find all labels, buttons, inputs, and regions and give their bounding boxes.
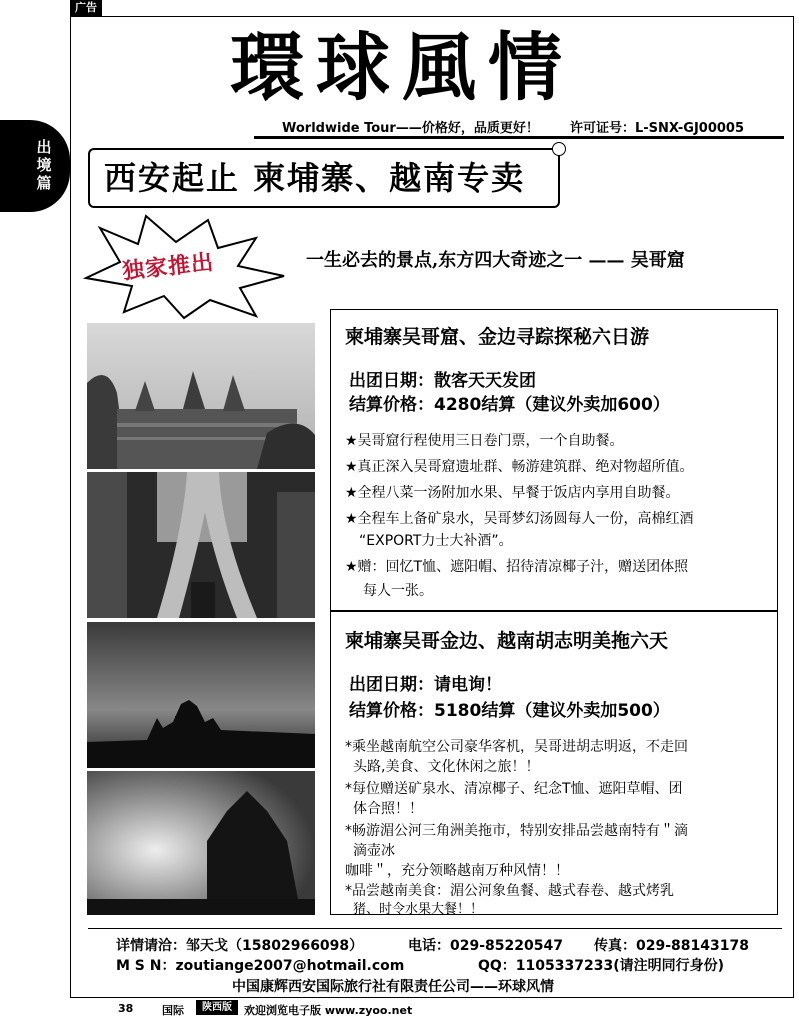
main-title: 環球風情 <box>230 25 574 111</box>
tour1-bullet: ★真正深入吴哥窟遗址群、畅游建筑群、绝对物超所值。 <box>345 459 694 475</box>
contact-divider <box>88 928 782 929</box>
tour1-departure: 出团日期：散客天天发团 <box>349 371 536 391</box>
brand-chip: 陕西版 <box>196 1000 238 1015</box>
contact-qq: QQ：1105337233(请注明同行身份) <box>478 958 725 974</box>
title-rule <box>254 136 784 139</box>
subtitle-slogan: Worldwide Tour——价格好，品质更好！ <box>282 121 539 136</box>
tour2-bullet: 头路,美食、文化休闲之旅！！ <box>353 759 540 775</box>
tour-box-2 <box>330 611 778 915</box>
tour1-title: 柬埔寨吴哥窟、金边寻踪探秘六日游 <box>345 326 650 348</box>
contact-consult: 详情请洽：邹天戈（15802966098） <box>116 938 364 954</box>
sunset-silhouette-photo <box>87 622 315 768</box>
banner: 西安起止 柬埔寨、越南专卖 <box>88 148 560 208</box>
tour1-bullet: ★吴哥窟行程使用三日卷门票，一个自助餐。 <box>345 433 624 449</box>
tour1-bullet: ★全程八菜一汤附加水果、早餐于饭店内享用自助餐。 <box>345 485 680 501</box>
section-label: 出境篇 <box>36 138 52 192</box>
footer-site[interactable]: 欢迎浏览电子版 www.zyoo.net <box>244 1004 413 1017</box>
contact-msn: M S N：zoutiange2007@hotmail.com <box>116 958 405 974</box>
tour2-bullet: *品尝越南美食：湄公河象鱼餐、越式春卷、越式烤乳 <box>345 883 674 899</box>
tour1-price: 结算价格：4280结算（建议外卖加600） <box>349 395 670 415</box>
tour2-bullet: 体合照！！ <box>353 801 423 817</box>
ad-label: 广告 <box>70 0 102 16</box>
contact-phone: 电话：029-85220547 <box>408 938 563 954</box>
banner-curl <box>552 142 566 156</box>
tour2-bullet: 猪、时令水果大餐！！ <box>353 902 484 917</box>
tour-box-1 <box>330 309 778 611</box>
tour1-bullet: 每人一张。 <box>363 583 433 599</box>
company-name: 中国康辉西安国际旅行社有限责任公司——环球风情 <box>232 979 554 995</box>
tour2-price: 结算价格：5180结算（建议外卖加500） <box>349 701 670 721</box>
tour2-departure: 出团日期：请电询！ <box>349 675 502 695</box>
footer-section: 国际 <box>162 1004 184 1017</box>
tour2-bullet: *畅游湄公河三角洲美拖市，特别安排品尝越南特有＂滴 <box>345 823 688 839</box>
temple-photo <box>87 323 315 469</box>
tour2-bullet: *每位赠送矿泉水、清凉椰子、纪念T恤、遮阳草帽、团 <box>345 781 683 797</box>
ruins-tree-photo <box>87 472 315 618</box>
contact-fax: 传真：029-88143178 <box>594 938 749 954</box>
exclusive-badge: 独家推出 <box>121 250 216 285</box>
tour2-title: 柬埔寨吴哥金边、越南胡志明美拖六天 <box>345 630 669 652</box>
license-number: 许可证号：L-SNX-GJ00005 <box>570 121 745 136</box>
tour1-bullet: ★全程车上备矿泉水，吴哥梦幻汤圆每人一份，高棉红酒 <box>345 511 694 527</box>
section-tab <box>0 120 70 212</box>
tour2-bullet: 滴壶冰 <box>353 843 395 859</box>
tour2-bullet: 咖啡＂，充分领略越南万种风情！！ <box>345 863 569 879</box>
tower-sunset-photo <box>87 771 315 915</box>
tour1-bullet: “EXPORT力士大补酒”。 <box>359 533 513 549</box>
page-number: 38 <box>118 1002 134 1015</box>
tagline: 一生必去的景点,东方四大奇迹之一 —— 吴哥窟 <box>306 250 685 271</box>
tour1-bullet: ★赠：回忆T恤、遮阳帽、招待清凉椰子汁，赠送团体照 <box>345 559 689 575</box>
tour2-bullet: *乘坐越南航空公司豪华客机，吴哥进胡志明返，不走回 <box>345 739 688 755</box>
